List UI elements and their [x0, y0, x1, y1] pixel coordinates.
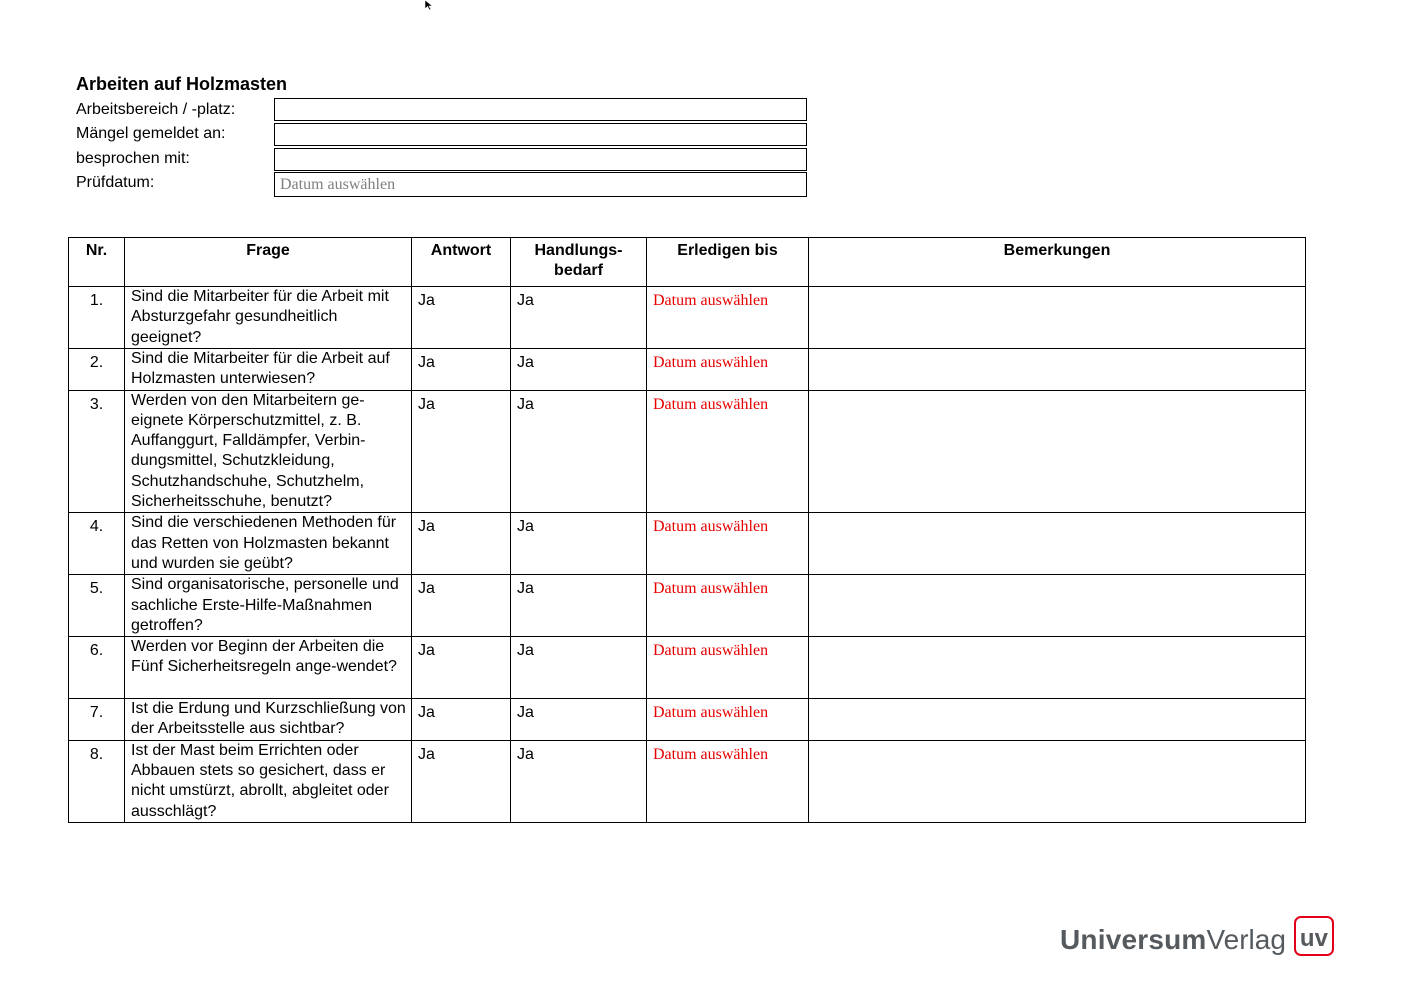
remarks-field[interactable]: [809, 513, 1306, 575]
row-number: 1.: [69, 287, 125, 349]
row-number: 3.: [69, 390, 125, 513]
maengel-field[interactable]: [274, 123, 807, 146]
table-row: [69, 513, 1306, 575]
action-needed-dropdown[interactable]: Ja: [511, 575, 647, 637]
table-row: [69, 287, 1306, 349]
universum-verlag-logo: [1060, 910, 1334, 956]
arbeitsbereich-label: Arbeitsbereich / -platz:: [76, 101, 236, 118]
row-number: 4.: [69, 513, 125, 575]
action-needed-dropdown[interactable]: Ja: [511, 513, 647, 575]
table-row: [69, 699, 1306, 741]
answer-dropdown[interactable]: Ja: [412, 740, 511, 822]
remarks-field[interactable]: [809, 699, 1306, 741]
maengel-label: Mängel gemeldet an:: [76, 125, 226, 142]
header-erledigen-bis: Erledigen bis: [647, 238, 809, 287]
action-needed-dropdown[interactable]: Ja: [511, 699, 647, 741]
table-row: [69, 637, 1306, 699]
besprochen-field[interactable]: [274, 148, 807, 171]
action-needed-dropdown[interactable]: Ja: [511, 287, 647, 349]
question-text: Ist der Mast beim Errichten oder Abbauen stets so gesichert, dass er nicht umstürzt, abrollt, abgleitet oder ausschlägt?: [125, 740, 412, 822]
due-date-picker[interactable]: Datum auswählen: [647, 699, 809, 741]
table-row: [69, 349, 1306, 391]
question-text: Werden vor Beginn der Arbeiten die Fünf Sicherheitsregeln ange-wendet?: [125, 637, 412, 699]
question-text: Sind organisatorische, personelle und sachliche Erste-Hilfe-Maßnahmen getroffen?: [125, 575, 412, 637]
header-nr: Nr.: [69, 238, 125, 287]
question-text: Sind die Mitarbeiter für die Arbeit mit Absturzgefahr gesundheitlich geeignet?: [125, 287, 412, 349]
action-needed-dropdown[interactable]: Ja: [511, 740, 647, 822]
uv-logo-icon: [1294, 916, 1334, 956]
action-needed-dropdown[interactable]: Ja: [511, 390, 647, 513]
header-row: [69, 238, 1306, 287]
besprochen-label: besprochen mit:: [76, 150, 190, 167]
remarks-field[interactable]: [809, 740, 1306, 822]
remarks-field[interactable]: [809, 637, 1306, 699]
row-number: 7.: [69, 699, 125, 741]
table-row: [69, 390, 1306, 513]
due-date-picker[interactable]: Datum auswählen: [647, 637, 809, 699]
answer-dropdown[interactable]: Ja: [412, 390, 511, 513]
due-date-picker[interactable]: Datum auswählen: [647, 287, 809, 349]
checklist-table: [68, 237, 1306, 823]
due-date-picker[interactable]: Datum auswählen: [647, 513, 809, 575]
header-antwort: Antwort: [412, 238, 511, 287]
answer-dropdown[interactable]: Ja: [412, 699, 511, 741]
question-text: Ist die Erdung und Kurzschließung von der Arbeitsstelle aus sichtbar?: [125, 699, 412, 741]
pruefdatum-date-picker[interactable]: Datum auswählen: [280, 176, 396, 193]
answer-dropdown[interactable]: Ja: [412, 287, 511, 349]
header-frage: Frage: [125, 238, 412, 287]
mouse-cursor-icon: [424, 0, 438, 10]
due-date-picker[interactable]: Datum auswählen: [647, 740, 809, 822]
table-row: [69, 740, 1306, 822]
answer-dropdown[interactable]: Ja: [412, 637, 511, 699]
table-row: [69, 575, 1306, 637]
answer-dropdown[interactable]: Ja: [412, 513, 511, 575]
remarks-field[interactable]: [809, 287, 1306, 349]
row-number: 2.: [69, 349, 125, 391]
due-date-picker[interactable]: Datum auswählen: [647, 575, 809, 637]
question-text: Sind die Mitarbeiter für die Arbeit auf Holzmasten unterwiesen?: [125, 349, 412, 391]
action-needed-dropdown[interactable]: Ja: [511, 637, 647, 699]
question-text: Sind die verschiedenen Methoden für das Retten von Holzmasten bekannt und wurden sie geübt?: [125, 513, 412, 575]
action-needed-dropdown[interactable]: Ja: [511, 349, 647, 391]
answer-dropdown[interactable]: Ja: [412, 349, 511, 391]
answer-dropdown[interactable]: Ja: [412, 575, 511, 637]
pruefdatum-label: Prüfdatum:: [76, 174, 155, 191]
question-text: Werden von den Mitarbeitern ge-eignete Körperschutzmittel, z. B. Auffanggurt, Falldämpfer, Verbin-dungsmittel, Schutzkleidung, Schutzhandschuhe, Schutzhelm, Sicherheitsschuhe, benutzt?: [125, 390, 412, 513]
row-number: 6.: [69, 637, 125, 699]
logo-text-bold: Universum: [1060, 924, 1207, 955]
logo-mark-text: uv: [1299, 925, 1328, 952]
row-number: 8.: [69, 740, 125, 822]
arbeitsbereich-field[interactable]: [274, 98, 807, 121]
logo-text-light: Verlag: [1206, 924, 1286, 955]
remarks-field[interactable]: [809, 349, 1306, 391]
row-number: 5.: [69, 575, 125, 637]
header-handlungsbedarf: Handlungs- bedarf: [511, 238, 647, 287]
header-bemerkungen: Bemerkungen: [809, 238, 1306, 287]
due-date-picker[interactable]: Datum auswählen: [647, 349, 809, 391]
due-date-picker[interactable]: Datum auswählen: [647, 390, 809, 513]
remarks-field[interactable]: [809, 390, 1306, 513]
page-title: Arbeiten auf Holzmasten: [76, 74, 288, 94]
remarks-field[interactable]: [809, 575, 1306, 637]
